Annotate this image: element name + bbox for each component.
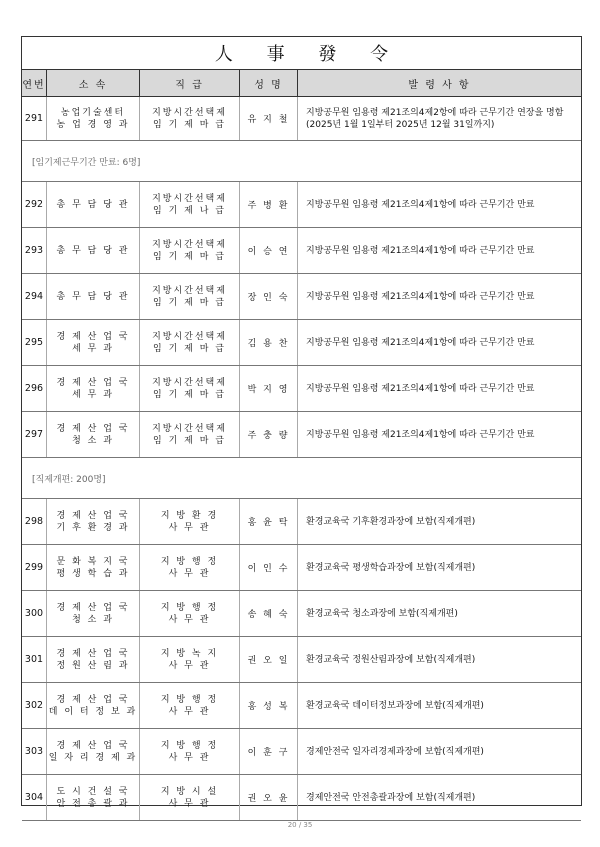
order-line1: 환경교육국 정원산림과장에 보함(직제개편) [306,654,476,665]
department-cell [47,274,140,319]
department-line1: 경 제 산 업 국 [56,648,130,659]
rank-line2: 임 기 제 마 급 [153,435,226,446]
order-line1: 환경교육국 평생학습과장에 보함(직제개편) [306,562,476,573]
rank-cell [140,499,240,544]
rank-line2: 사 무 관 [168,614,211,625]
page-number: 20 / 35 [287,821,313,829]
rank-cell [140,412,240,457]
department-cell [47,775,140,820]
department-line2: 일 자 리 경 제 과 [48,752,138,763]
rank-cell [140,591,240,636]
rank-cell [140,320,240,365]
department-cell [47,729,140,774]
row-number: 295 [22,320,47,365]
department-line2: 세 무 과 [72,389,114,400]
rank-line1: 지 방 녹 지 [160,648,219,659]
table-row [22,499,581,545]
department-cell [47,545,140,590]
order-line1: 지방공무원 임용령 제21조의4제1항에 따라 근무기간 만료 [306,245,535,256]
department-line1: 경 제 산 업 국 [56,331,130,342]
rank-line2: 사 무 관 [168,568,211,579]
department-cell [47,366,140,411]
person-name: 장 인 숙 [240,274,298,319]
rank-line1: 지 방 환 경 [160,510,219,521]
person-name: 홍 윤 탁 [240,499,298,544]
table-row [22,637,581,683]
order-line1: 환경교육국 기후환경과장에 보함(직제개편) [306,516,476,527]
row-number: 296 [22,366,47,411]
rank-line2: 임 기 제 마 급 [153,251,226,262]
person-name: 송 혜 숙 [240,591,298,636]
department-line2: 기 후 환 경 과 [56,522,130,533]
table-row [22,729,581,775]
rank-line2: 임 기 제 마 급 [153,343,226,354]
table-row [22,545,581,591]
rank-cell [140,775,240,820]
table-row [22,591,581,637]
department-line2: 데 이 터 정 보 과 [48,706,138,717]
person-name: 김 용 찬 [240,320,298,365]
department-line1: 경 제 산 업 국 [56,740,130,751]
table-row [22,228,581,274]
rank-line2: 사 무 관 [168,522,211,533]
order-cell [298,97,581,140]
order-line1: 환경교육국 데이터정보과장에 보함(직제개편) [306,700,484,711]
department-line1: 농업기술센터 [60,107,126,118]
order-line1: 지방공무원 임용령 제21조의4제1항에 따라 근무기간 만료 [306,383,535,394]
rank-line2: 임 기 제 마 급 [153,119,226,130]
rank-line1: 지방시간선택제 [152,423,227,434]
table-row [22,683,581,729]
person-name: 이 승 연 [240,228,298,273]
department-line1: 경 제 산 업 국 [56,377,130,388]
department-line1: 도 시 건 설 국 [56,786,130,797]
header-no: 연번 [22,70,47,96]
rank-cell [140,637,240,682]
rank-cell [140,274,240,319]
table-row [22,775,581,821]
person-name: 권 오 일 [240,637,298,682]
order-cell [298,320,581,365]
group-reorganization [22,499,581,821]
order-cell [298,683,581,728]
department-cell [47,412,140,457]
table-row [22,182,581,228]
rank-line1: 지 방 행 정 [160,602,219,613]
row-number: 302 [22,683,47,728]
department-cell [47,683,140,728]
rank-line1: 지 방 시 설 [160,786,219,797]
rank-line1: 지방시간선택제 [152,331,227,342]
department-line1: 경 제 산 업 국 [56,423,130,434]
group-extension [22,97,581,141]
header-order: 발 령 사 항 [408,79,471,91]
person-name: 홍 성 복 [240,683,298,728]
order-line2: (2025년 1월 1일부터 2025년 12월 31일까지) [306,119,495,130]
section-label-reorganization: [직제개편: 200명] [22,458,581,499]
row-number: 293 [22,228,47,273]
row-number: 298 [22,499,47,544]
department-cell [47,499,140,544]
rank-cell [140,729,240,774]
person-name: 유 지 철 [240,97,298,140]
department-cell [47,637,140,682]
department-line1: 경 제 산 업 국 [56,694,130,705]
order-line1: 지방공무원 임용령 제21조의4제2항에 따라 근무기간 연장을 명함 [306,107,564,118]
department-line1: 경 제 산 업 국 [56,510,130,521]
table-header [22,70,581,97]
department-line1: 총 무 담 당 관 [56,291,130,302]
table-row [22,366,581,412]
person-name: 박 지 영 [240,366,298,411]
rank-line2: 사 무 관 [168,660,211,671]
department-line1: 경 제 산 업 국 [56,602,130,613]
order-cell [298,591,581,636]
order-line1: 경제안전국 안전총괄과장에 보함(직제개편) [306,792,476,803]
department-cell [47,97,140,140]
department-line1: 총 무 담 당 관 [56,199,130,210]
row-number: 291 [22,97,47,140]
rank-line2: 임 기 제 마 급 [153,297,226,308]
person-name: 주 병 환 [240,182,298,227]
department-cell [47,182,140,227]
department-line1: 문 화 복 지 국 [56,556,130,567]
order-line1: 환경교육국 청소과장에 보함(직제개편) [306,608,458,619]
order-line1: 지방공무원 임용령 제21조의4제1항에 따라 근무기간 만료 [306,429,535,440]
group-term-expiry [22,182,581,458]
person-name: 주 충 량 [240,412,298,457]
rank-cell [140,97,240,140]
order-cell [298,637,581,682]
department-line2: 청 소 과 [72,614,114,625]
row-number: 303 [22,729,47,774]
rank-line1: 지방시간선택제 [152,193,227,204]
rank-line1: 지방시간선택제 [152,107,227,118]
order-line1: 지방공무원 임용령 제21조의4제1항에 따라 근무기간 만료 [306,199,535,210]
department-line2: 청 소 과 [72,435,114,446]
rank-line1: 지 방 행 정 [160,694,219,705]
header-dept: 소 속 [47,70,140,96]
rank-line2: 임 기 제 마 급 [153,389,226,400]
person-name: 권 오 윤 [240,775,298,820]
rank-line2: 사 무 관 [168,798,211,809]
order-cell [298,366,581,411]
order-line1: 지방공무원 임용령 제21조의4제1항에 따라 근무기간 만료 [306,291,535,302]
row-number: 301 [22,637,47,682]
rank-cell [140,228,240,273]
row-number: 292 [22,182,47,227]
order-line1: 지방공무원 임용령 제21조의4제1항에 따라 근무기간 만료 [306,337,535,348]
rank-line2: 사 무 관 [168,706,211,717]
rank-line1: 지방시간선택제 [152,239,227,250]
order-cell [298,182,581,227]
rank-line1: 지방시간선택제 [152,377,227,388]
rank-line1: 지방시간선택제 [152,285,227,296]
document-table [21,36,582,809]
rank-line1: 지 방 행 정 [160,740,219,751]
row-number: 297 [22,412,47,457]
rank-cell [140,366,240,411]
rank-cell [140,683,240,728]
order-cell [298,729,581,774]
department-cell [47,320,140,365]
department-line2: 정 원 산 림 과 [56,660,130,671]
row-number: 304 [22,775,47,820]
order-cell [298,228,581,273]
department-line2: 안 전 총 괄 과 [56,798,130,809]
department-line2: 세 무 과 [72,343,114,354]
rank-line2: 임 기 제 나 급 [153,205,226,216]
header-rank: 직 급 [140,70,240,96]
row-number: 299 [22,545,47,590]
rank-line1: 지 방 행 정 [160,556,219,567]
person-name: 이 훈 구 [240,729,298,774]
table-row [22,274,581,320]
table-row [22,412,581,458]
order-cell [298,274,581,319]
department-line2: 평 생 학 습 과 [56,568,130,579]
person-name: 이 인 수 [240,545,298,590]
table-row [22,97,581,141]
department-cell [47,591,140,636]
order-cell [298,775,581,820]
order-cell [298,499,581,544]
department-cell [47,228,140,273]
order-cell [298,412,581,457]
order-line1: 경제안전국 일자리경제과장에 보함(직제개편) [306,746,484,757]
rank-cell [140,182,240,227]
order-cell [298,545,581,590]
header-name: 성 명 [240,70,298,96]
rank-line2: 사 무 관 [168,752,211,763]
department-line1: 총 무 담 당 관 [56,245,130,256]
document-title: 人 事 發 令 [22,37,581,70]
row-number: 300 [22,591,47,636]
rank-cell [140,545,240,590]
table-row [22,320,581,366]
department-line2: 농 업 경 영 과 [56,119,130,130]
section-label-term-expiry: [임기제근무기간 만료: 6명] [22,141,581,182]
row-number: 294 [22,274,47,319]
